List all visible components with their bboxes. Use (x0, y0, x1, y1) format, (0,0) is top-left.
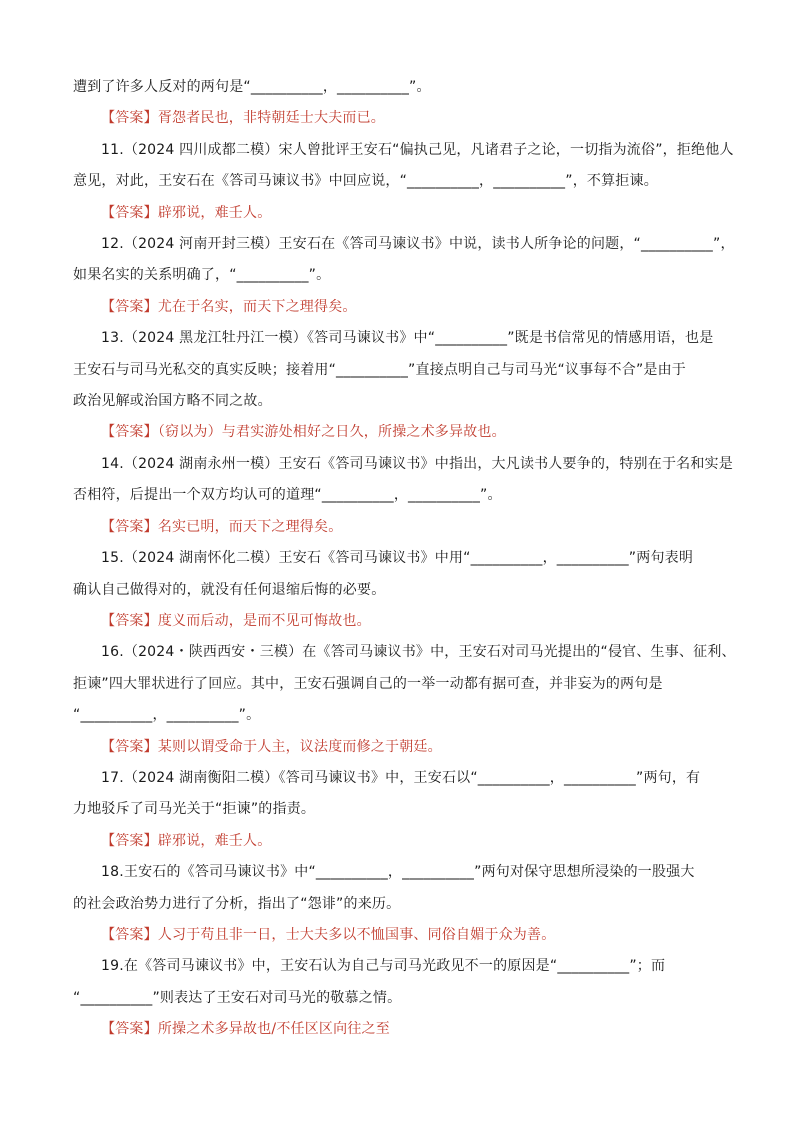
question-text-line: 确认自己做得对的，就没有任何退缩后悔的必要。 (73, 581, 386, 598)
answer-text: （窃以为）与君实游处相好之日久，所操之术多异故也。 (157, 424, 506, 441)
answer-line (73, 826, 723, 857)
question-text-line: 18.王安石的《答司马谏议书》中“__________，__________”两句对保守思想所浸染的一股强大 (101, 864, 695, 881)
answer-line (73, 292, 723, 323)
question-text-line: 16.（2024・陕西西安・三模）在《答司马谏议书》中，王安石对司马光提出的“侵官、生事、征利、 (101, 644, 736, 661)
question-text-line: 12.（2024 河南开封三模）王安石在《答司马谏议书》中说，读书人所争论的问题，“__________”， (101, 236, 735, 253)
question-text-line: 13.（2024 黑龙江牡丹江一模）《答司马谏议书》中“__________”既是书信常见的情感用语，也是 (101, 330, 714, 347)
answer-text: 人习于苟且非一日，士大夫多以不恤国事、同俗自媚于众为善。 (157, 926, 556, 943)
question-text-line: 拒谏”四大罪状进行了回应。其中，王安石强调自己的一举一动都有据可查，并非妄为的两句是 (73, 675, 663, 692)
answer-text: 尤在于名实，而天下之理得矣。 (157, 298, 357, 315)
answer-tag: 【答案】 (101, 832, 158, 849)
document-content (73, 72, 736, 1046)
answer-text: 所操之术多异故也/不任区区向往之至 (157, 1021, 390, 1038)
answer-tag: 【答案】 (101, 204, 158, 221)
question-text-line: “__________，__________”。 (73, 707, 261, 724)
question-text-line: 的社会政治势力进行了分析，指出了“怨诽”的来历。 (73, 895, 401, 912)
answer-tag: 【答案】 (101, 738, 158, 755)
question-text-line: 遭到了许多人反对的两句是“__________，__________”。 (73, 79, 431, 95)
answer-tag: 【答案】 (101, 298, 158, 315)
document-page (73, 72, 736, 1046)
question-text-line: 王安石与司马光私交的真实反映；接着用“__________”直接点明自己与司马光“议事每不合”是由于 (73, 361, 687, 378)
answer-text: 胥怨者民也，非特朝廷士大夫而已。 (157, 110, 386, 127)
answer-line (73, 512, 723, 543)
answer-tag: 【答案】 (101, 612, 158, 629)
answer-line (73, 920, 723, 951)
answer-tag: 【答案】 (101, 424, 158, 441)
answer-text: 某则以谓受命于人主，议法度而修之于朝廷。 (157, 738, 442, 755)
question-text-line: 17.（2024 湖南衡阳二模）《答司马谏议书》中，王安石以“__________，__________”两句，有 (101, 769, 701, 786)
answer-text: 辟邪说，难壬人。 (157, 204, 272, 221)
answer-line (73, 606, 723, 637)
question-text-line: 意见，对此，王安石在《答司马谏议书》中回应说，“__________，__________”，不算拒谏。 (73, 173, 658, 190)
question-text-line: “__________”则表达了王安石对司马光的敬慕之情。 (73, 989, 402, 1006)
question-text-line: 14.（2024 湖南永州一模）王安石《答司马谏议书》中指出，大凡读书人要争的，特别在于名和实是 (101, 455, 733, 472)
answer-text: 辟邪说，难壬人。 (157, 832, 272, 849)
answer-tag: 【答案】 (101, 110, 158, 127)
question-text-line: 如果名实的关系明确了，“__________”。 (73, 267, 331, 284)
question-text-line: 政治见解或治国方略不同之故。 (73, 393, 272, 410)
answer-text: 名实已明，而天下之理得矣。 (157, 518, 343, 535)
answer-line (73, 198, 723, 229)
question-text-line: 15.（2024 湖南怀化二模）王安石《答司马谏议书》中用“__________，__________”两句表明 (101, 550, 694, 567)
question-text-line: 力地驳斥了司马光关于“拒谏”的指责。 (73, 801, 316, 818)
answer-tag: 【答案】 (101, 1021, 158, 1038)
answer-tag: 【答案】 (101, 926, 158, 943)
answer-line (73, 1014, 723, 1045)
question-text-line: 19.在《答司马谏议书》中，王安石认为自己与司马光政见不一的原因是“__________”；而 (101, 958, 666, 975)
answer-line (73, 417, 723, 448)
question-text-line: 11.（2024 四川成都二模）宋人曾批评王安石“偏执己见，凡诸君子之论，一切指为流俗”，拒绝他人 (101, 141, 734, 158)
answer-tag: 【答案】 (101, 518, 158, 535)
answer-line (73, 103, 723, 134)
question-text-line: 否相符，后提出一个双方均认可的道理“__________，__________”。 (73, 487, 502, 504)
answer-text: 度义而后动，是而不见可悔故也。 (157, 612, 371, 629)
answer-line (73, 732, 723, 763)
